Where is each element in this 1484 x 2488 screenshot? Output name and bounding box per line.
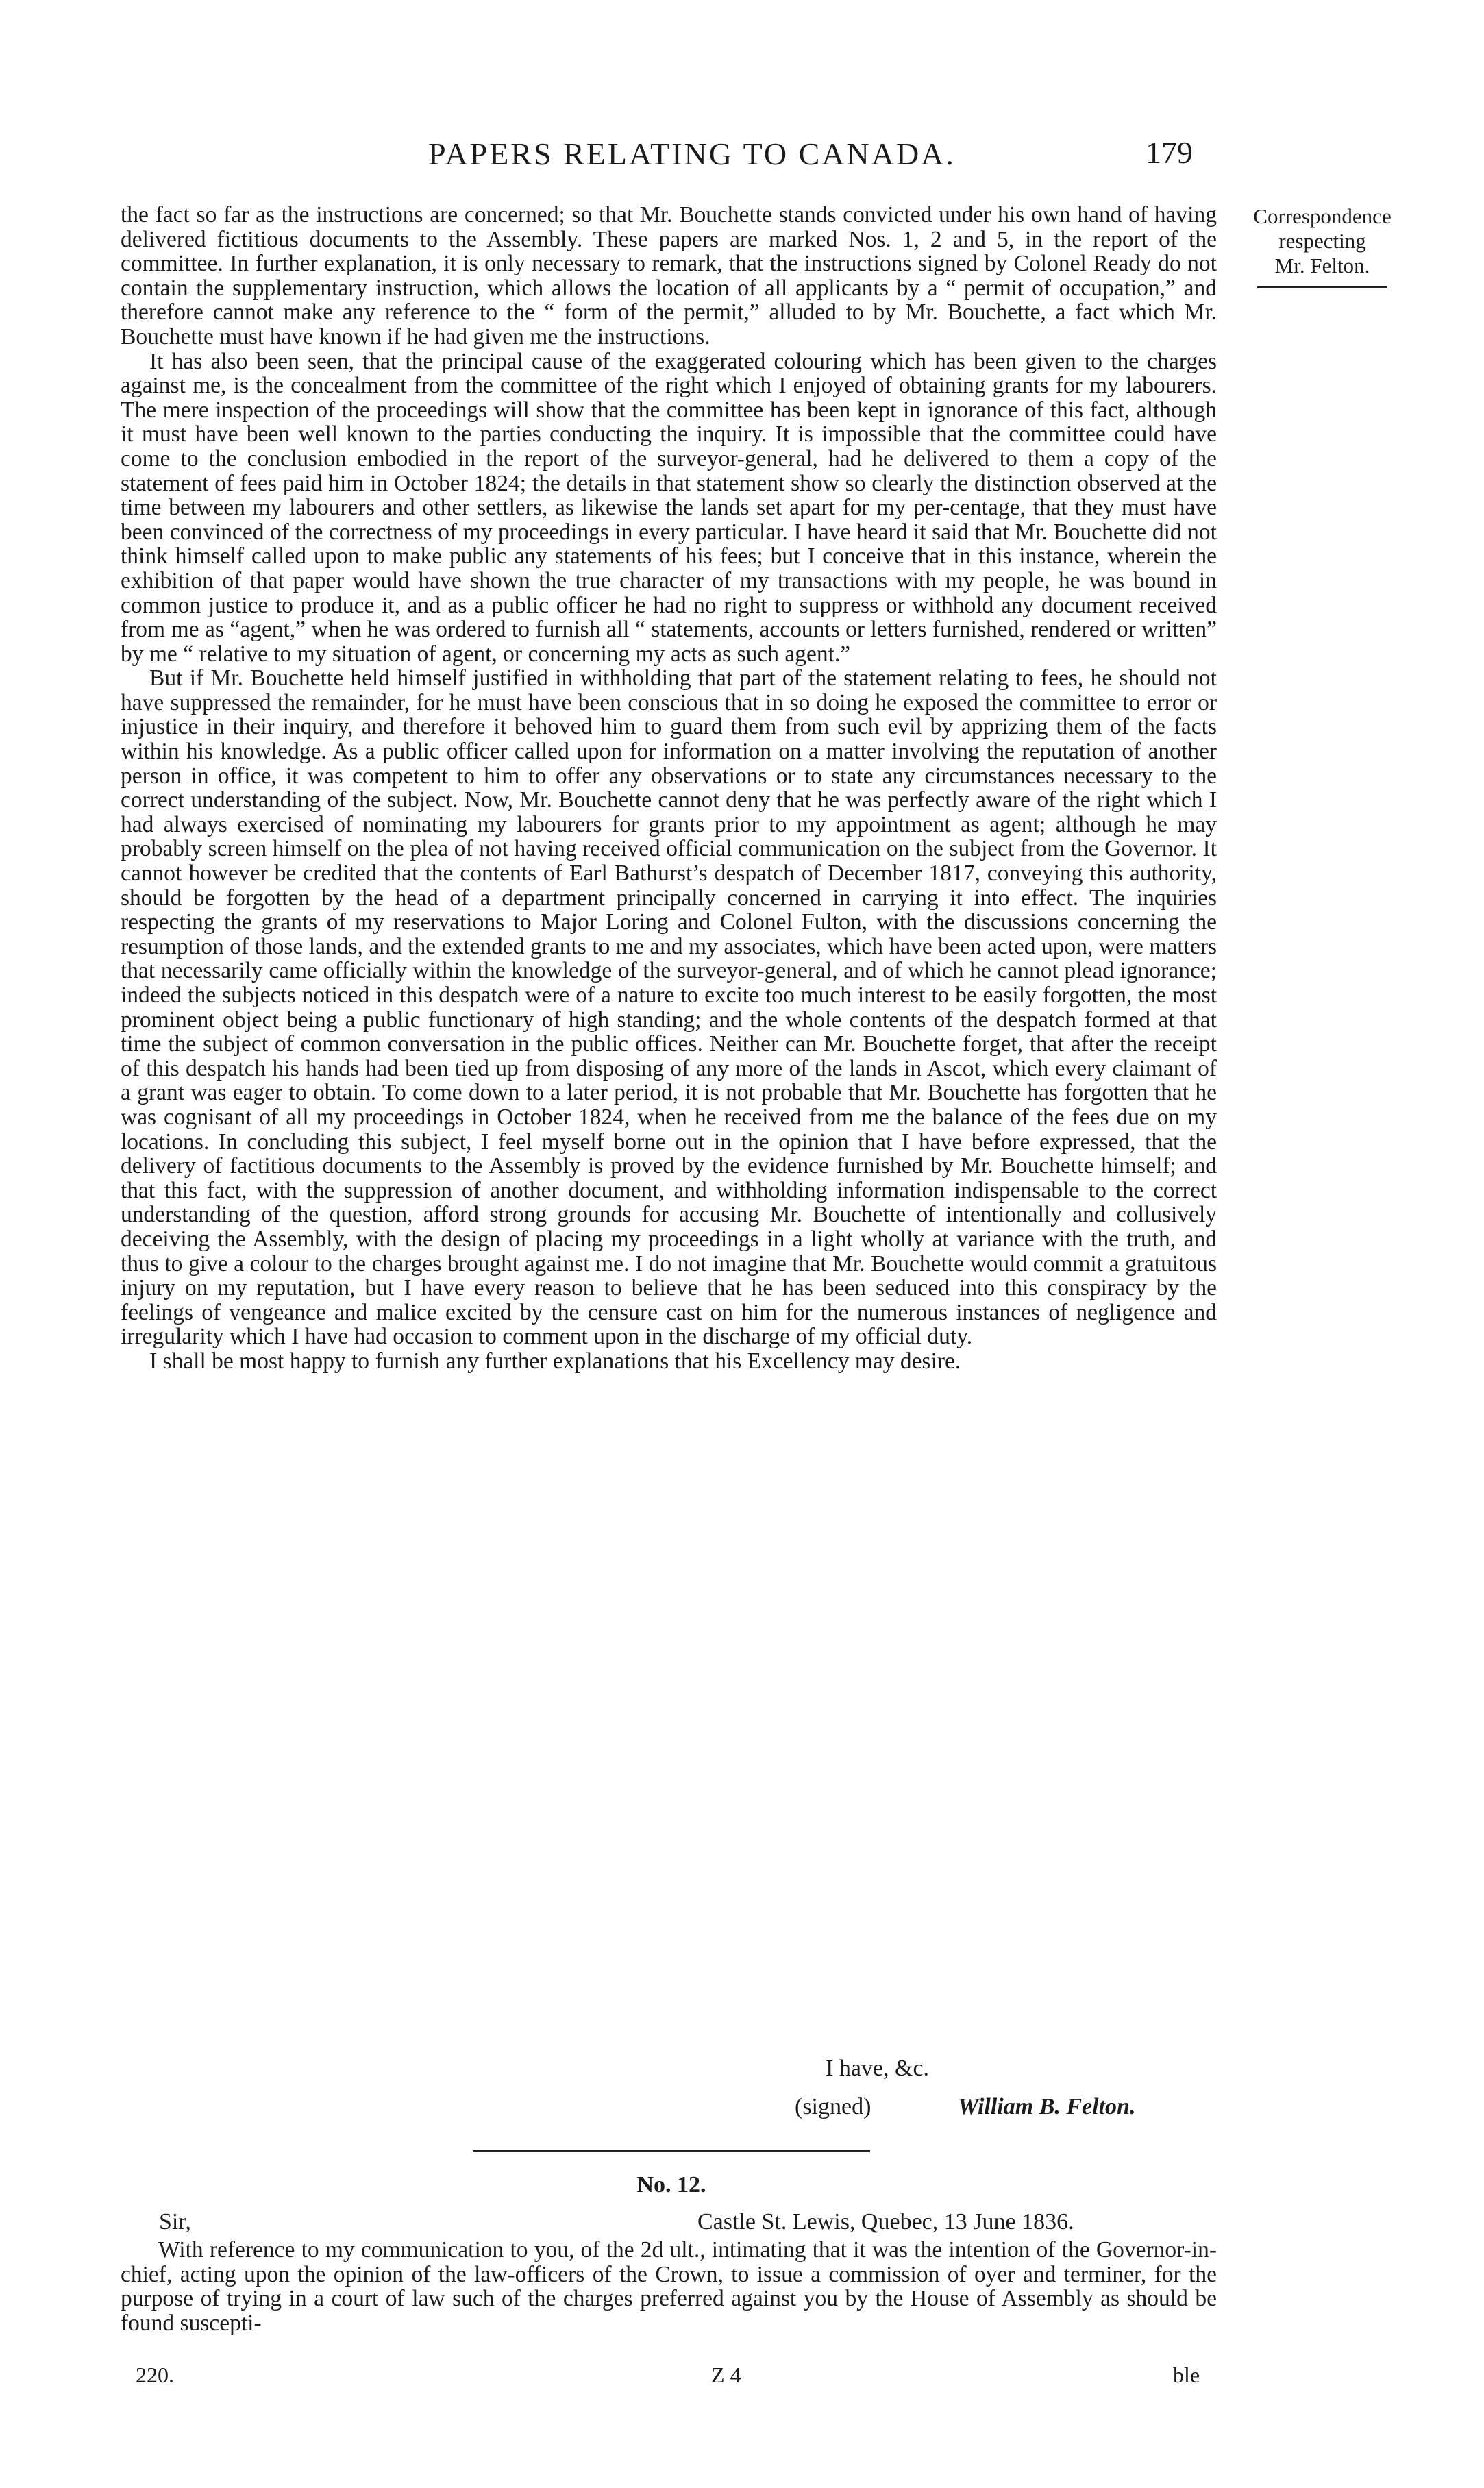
letter-body: With reference to my communication to you, of the 2d ult., intimating that it was the intention of the Governor-in-chief, acting upon the opinion of the law-officers of the Crown, to issue a commission of oyer and terminer, for the purpose of trying in a court of law such of the charges preferred against you by the House of Assembly as should be found suscepti-: [121, 2237, 1217, 2336]
running-title: PAPERS RELATING TO CANADA.: [428, 136, 956, 171]
margin-sidenote: [1213, 204, 1432, 288]
sidenote-rule: [1257, 286, 1387, 288]
sidenote-line: Correspondence: [1253, 204, 1392, 228]
section-divider: [473, 2150, 870, 2152]
paragraph: It has also been seen, that the principal cause of the exaggerated colouring which has been given to the charges against me, is the concealment from the committee of the right which I enjoyed of obtaining grants for my labourers. The mere inspection of the proceedings will show that the committee has been kept in ignorance of this fact, although it must have been well known to the parties conducting the inquiry. It is impossible that the committee could have come to the conclusion embodied in the report of the surveyor-general, had he delivered to them a copy of the statement of fees paid him in October 1824; the details in that statement show so clearly the distinction observed at the time between my labourers and other settlers, as likewise the lands set apart for my per-centage, that they must have been convinced of the correctness of my proceedings in every particular. I have heard it said that Mr. Bouchette did not think himself called upon to make public any statements of his fees; but I conceive that in this instance, wherein the exhibition of that paper would have shown the true character of my transactions with my people, he was bound in common justice to produce it, and as a public officer he had no right to suppress or withhold any document received from me as “agent,” when he was ordered to furnish all “ statements, accounts or letters furnished, rendered or written” by me “ relative to my situation of agent, or concerning my acts as such agent.”: [121, 348, 1217, 667]
paragraph: But if Mr. Bouchette held himself justified in withholding that part of the statement relating to fees, he should not have suppressed the remainder, for he must have been conscious that in so doing he exposed the committee to error or injustice in their inquiry, and therefore it behoved him to guard them from such evil by apprizing them of the facts within his knowledge. As a public officer called upon for information on a matter involving the reputation of another person in office, it was competent to him to offer any observations or to state any circumstances necessary to the correct understanding of the subject. Now, Mr. Bouchette cannot deny that he was perfectly aware of the right which I had always exercised of nominating my labourers for grants prior to my appointment as agent; although he may probably screen himself on the plea of not having received official communication on the subject from the Governor. It cannot however be credited that the contents of Earl Bathurst’s despatch of December 1817, conveying this authority, should be forgotten by the head of a department principally concerned in carrying it into effect. The inquiries respecting the grants of my reservations to Major Loring and Colonel Fulton, with the discussions concerning the resumption of those lands, and the extended grants to me and my associates, which have been acted upon, were matters that necessarily came officially within the knowledge of the surveyor-general, and of which he cannot plead ignorance; indeed the subjects noticed in this despatch were of a nature to excite too much interest to be easily forgotten, the most prominent object being a public functionary of high standing; and the whole contents of the despatch formed at that time the subject of common conversation in the public offices. Neither can Mr. Bouchette forget, that after the receipt of this despatch his hands had been tied up from disposing of any more of the lands in Ascot, which every claimant of a grant was eager to obtain. To come down to a later period, it is not probable that Mr. Bouchette has forgotten that he was cognisant of all my proceedings in October 1824, when he received from me the balance of the fees due on my locations. In concluding this subject, I feel myself borne out in the opinion that I have before expressed, that the delivery of factitious documents to the Assembly is proved by the evidence furnished by Mr. Bouchette himself; and that this fact, with the suppression of another document, and withholding information indispensable to the correct understanding of the question, afford strong grounds for accusing Mr. Bouchette of intentionally and collusively deceiving the Assembly, with the design of placing my proceedings in a light wholly at variance with the truth, and thus to give a colour to the charges brought against me. I do not imagine that Mr. Bouchette would commit a gratuitous injury on my reputation, but I have every reason to believe that he has been seduced into this conspiracy by the feelings of vengeance and malice excited by the censure cast on him for the numerous instances of negligence and irregularity which I have had occasion to comment upon in the discharge of my official duty.: [121, 665, 1217, 1350]
dateline: Castle St. Lewis, Quebec, 13 June 1836.: [697, 2209, 1074, 2234]
printer-signature-mark: 220.: [136, 2363, 174, 2387]
paragraph: the fact so far as the instructions are concerned; so that Mr. Bouchette stands convicted under his own hand of having delivered fictitious documents to the Assembly. These papers are marked Nos. 1, 2 and 5, in the report of the committee. In further explanation, it is only necessary to remark, that the instructions signed by Colonel Ready do not contain the supplementary instruction, which allows the location of all applicants by a “ permit of occupation,” and therefore cannot make any reference to the “ form of the permit,” alluded to by Mr. Bouchette, a fact which Mr. Bouchette must have known if he had given me the instructions.: [121, 202, 1217, 349]
sheet-number: Z 4: [711, 2363, 741, 2387]
catchword: ble: [1173, 2363, 1200, 2387]
letter-number: No. 12.: [636, 2172, 706, 2197]
sidenote-line: respecting: [1278, 229, 1366, 253]
signed-label: (signed): [795, 2094, 871, 2119]
signature: William B. Felton.: [958, 2094, 1136, 2119]
body-text: [121, 203, 1217, 1374]
page-number: 179: [1146, 135, 1193, 170]
paragraph: I shall be most happy to furnish any further explanations that his Excellency may desire.: [149, 1348, 961, 1374]
closing-phrase: I have, &c.: [826, 2056, 930, 2081]
salutation: Sir,: [159, 2209, 191, 2234]
sidenote-line: Mr. Felton.: [1274, 254, 1370, 278]
